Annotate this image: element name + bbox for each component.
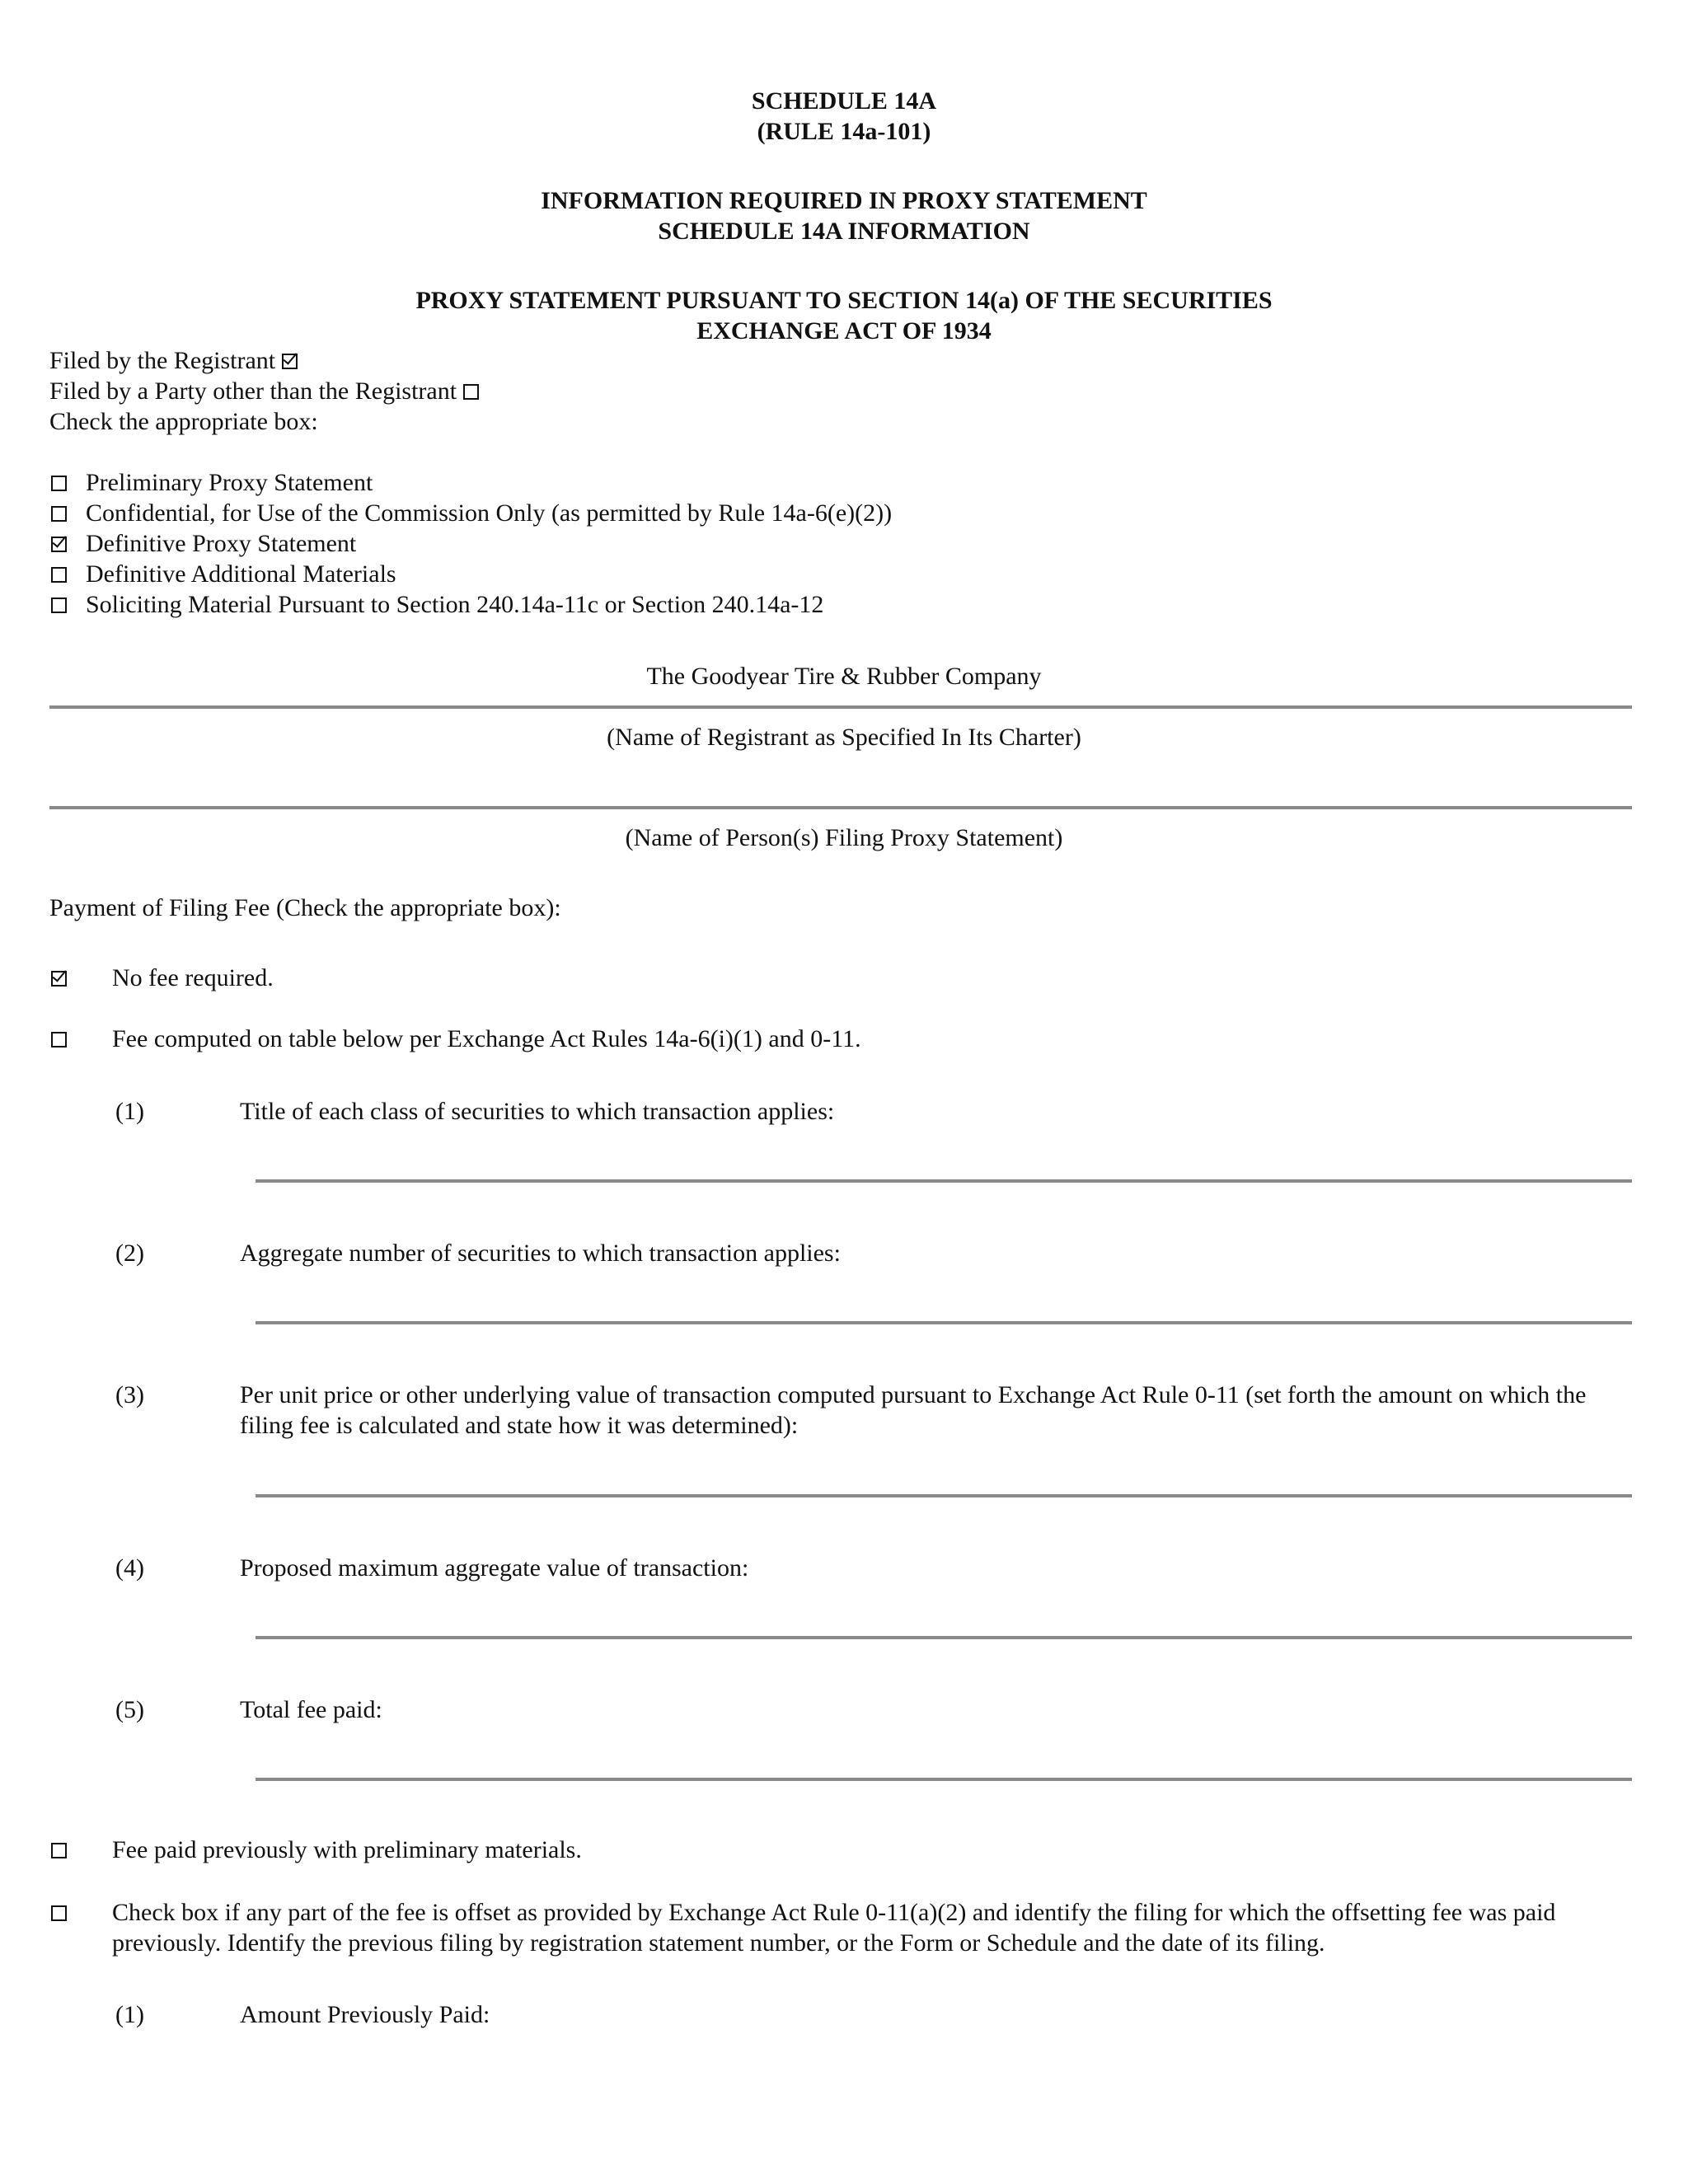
- filing-person-caption: (Name of Person(s) Filing Proxy Statement): [625, 824, 1063, 851]
- fee-item-2-number: (2): [115, 1240, 144, 1267]
- fee-item-4-label: Proposed maximum aggregate value of transaction:: [240, 1554, 749, 1582]
- payment-heading: Payment of Filing Fee (Check the appropriate box):: [49, 894, 561, 921]
- offset-item-1-label: Amount Previously Paid:: [240, 2001, 490, 2028]
- registrant-name-rule: [49, 705, 1632, 709]
- fee-item-2-label: Aggregate number of securities to which transaction applies:: [240, 1240, 841, 1267]
- fee-item-5-rule: [256, 1778, 1632, 1781]
- fee-item-5-label: Total fee paid:: [240, 1696, 382, 1723]
- definitive-proxy-checkbox[interactable]: [51, 537, 67, 552]
- fee-item-3-rule: [256, 1494, 1632, 1497]
- preliminary-proxy-label: Preliminary Proxy Statement: [86, 469, 373, 496]
- fee-computed-label: Fee computed on table below per Exchange Act Rules 14a-6(i)(1) and 0-11.: [112, 1025, 861, 1052]
- offset-item-1-number: (1): [115, 2001, 144, 2028]
- fee-item-2-rule: [256, 1321, 1632, 1324]
- filed-by-other-checkbox[interactable]: [463, 384, 479, 400]
- confidential-checkbox[interactable]: [51, 506, 67, 522]
- fee-computed-checkbox[interactable]: [51, 1032, 67, 1047]
- registrant-name: The Goodyear Tire & Rubber Company: [646, 663, 1042, 690]
- filed-by-registrant: [49, 345, 298, 376]
- fee-paid-previously-checkbox[interactable]: [51, 1843, 67, 1858]
- fee-paid-previously-label: Fee paid previously with preliminary materials.: [112, 1836, 582, 1863]
- filed-by-registrant-checkbox[interactable]: [282, 354, 298, 369]
- confidential-label: Confidential, for Use of the Commission Only (as permitted by Rule 14a-6(e)(2)): [86, 499, 893, 527]
- fee-item-4-rule: [256, 1636, 1632, 1639]
- filing-person-rule: [49, 806, 1632, 809]
- proxy-heading-line1: PROXY STATEMENT PURSUANT TO SECTION 14(a) OF THE SECURITIES: [415, 287, 1273, 314]
- fee-item-4-number: (4): [115, 1554, 144, 1582]
- fee-item-3-number: (3): [115, 1381, 144, 1408]
- rule-subtitle: (RULE 14a-101): [757, 118, 931, 145]
- info-required-heading: INFORMATION REQUIRED IN PROXY STATEMENT: [541, 187, 1147, 214]
- check-box-instruction: Check the appropriate box:: [49, 408, 318, 435]
- definitive-additional-label: Definitive Additional Materials: [86, 560, 396, 588]
- no-fee-checkbox[interactable]: [51, 971, 67, 987]
- fee-offset-label: Check box if any part of the fee is offset as provided by Exchange Act Rule 0-11(a)(2) and identify the filing for which the offsetting fee was paid previously. Identify the previous filing by registration statement number, or the Form or Schedule and the date of its filing.: [112, 1899, 1556, 1957]
- filed-by-registrant-label: Filed by the Registrant: [49, 347, 276, 374]
- no-fee-label: No fee required.: [112, 964, 274, 991]
- filed-by-other-label: Filed by a Party other than the Registrant: [49, 377, 457, 405]
- definitive-proxy-label: Definitive Proxy Statement: [86, 530, 357, 557]
- schedule-info-heading: SCHEDULE 14A INFORMATION: [658, 218, 1030, 245]
- definitive-additional-checkbox[interactable]: [51, 567, 67, 583]
- fee-offset-checkbox[interactable]: [51, 1905, 67, 1921]
- fee-item-5-number: (5): [115, 1696, 144, 1723]
- schedule-title: SCHEDULE 14A: [751, 87, 937, 115]
- fee-item-1-number: (1): [115, 1098, 144, 1125]
- soliciting-material-checkbox[interactable]: [51, 598, 67, 613]
- soliciting-material-label: Soliciting Material Pursuant to Section 240.14a-11c or Section 240.14a-12: [86, 591, 824, 618]
- filed-by-other-party: [49, 376, 479, 406]
- fee-item-3-label: Per unit price or other underlying value of transaction computed pursuant to Exchange Act Rule 0-11 (set forth the amount on which the filing fee is calculated and state how it was determined):: [240, 1381, 1587, 1439]
- registrant-name-caption: (Name of Registrant as Specified In Its Charter): [607, 724, 1081, 751]
- preliminary-proxy-checkbox[interactable]: [51, 476, 67, 491]
- fee-item-1-label: Title of each class of securities to which transaction applies:: [240, 1098, 835, 1125]
- proxy-heading-line2: EXCHANGE ACT OF 1934: [696, 317, 992, 344]
- fee-item-1-rule: [256, 1179, 1632, 1183]
